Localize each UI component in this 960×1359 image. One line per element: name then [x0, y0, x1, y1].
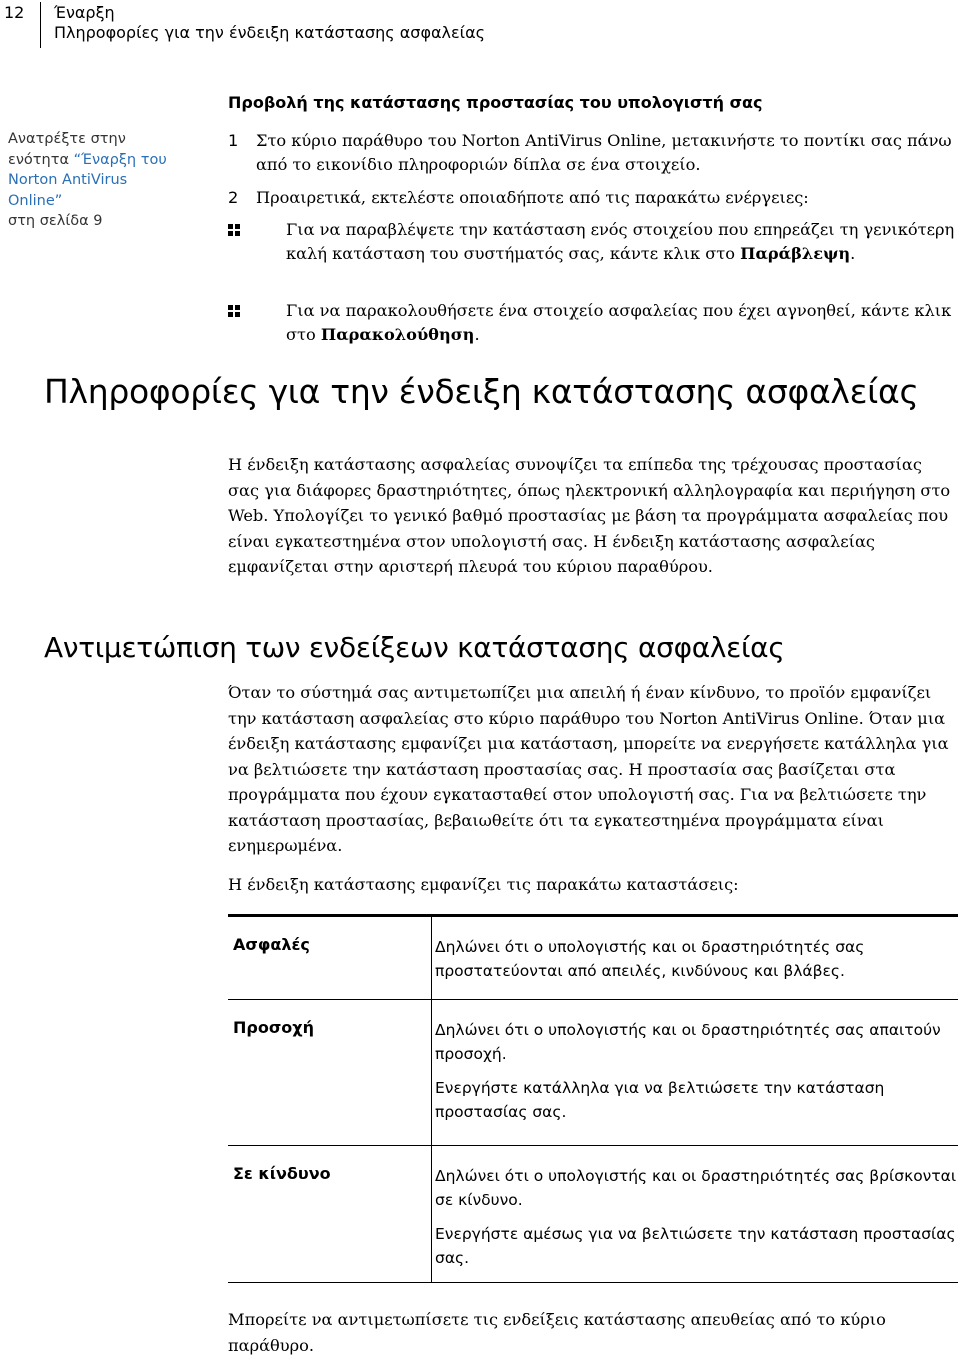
procedure-step — [228, 129, 954, 177]
step-number: 2 — [228, 188, 239, 207]
status-description: Δηλώνει ότι ο υπολογιστής και οι δραστηριότητές σας προστατεύονται από απειλές, κινδύνους και βλάβες. — [435, 938, 865, 980]
sidenote-page-ref: στη σελίδα 9 — [8, 213, 103, 229]
cross-reference-link-cont[interactable]: Norton AntiVirus — [8, 172, 128, 188]
section-body: Όταν το σύστημά σας αντιμετωπίζει μια απειλή ή έναν κίνδυνο, το προϊόν εμφανίζει την κατάσταση ασφαλείας στο κύριο παράθυρο του Norton AntiVirus Online. Όταν μια ένδειξη κατάστασης εμφανίζει μια κατάσταση, μπορείτε να ενεργήσετε κατάλληλα για να βελτιώσετε την κατάσταση προστασίας σας. Η προστασία σας βασίζεται στα προγράμματα που έχουν εγκατασταθεί στον υπολογιστή σας. Για να βελτιώσετε την κατάσταση προστασίας, βεβαιωθείτε ότι τα εγκατεστημένα προγράμματα είναι ενημερωμένα. — [228, 683, 949, 855]
step-text: Προαιρετικά, εκτελέστε οποιαδήποτε από τις παρακάτω ενέργειες: — [256, 188, 809, 207]
table-row — [228, 917, 958, 1000]
status-description: Δηλώνει ότι ο υπολογιστής και οι δραστηριότητές σας βρίσκονται σε κίνδυνο. Ενεργήστε αμέσως για να βελτιώσετε την κατάσταση προστασίας σας. — [435, 1167, 957, 1267]
bullet-item — [228, 218, 958, 266]
status-term: Προσοχή — [233, 1018, 314, 1037]
step-number: 1 — [228, 131, 239, 150]
status-term: Σε κίνδυνο — [233, 1164, 331, 1183]
bullet-text: Για να παραβλέψετε την κατάσταση ενός στοιχείου που επηρεάζει τη γενικότερη καλή κατάσταση του συστήματός σας, κάντε κλικ στο Παράβλεψη. — [286, 220, 955, 263]
page-number: 12 — [4, 3, 25, 22]
ui-label-ignore: Παράβλεψη — [740, 244, 851, 263]
status-term: Ασφαλές — [233, 935, 310, 954]
table-row — [228, 1146, 958, 1282]
ui-label-monitor: Παρακολούθηση — [320, 325, 475, 344]
sidebar-cross-reference — [8, 129, 208, 232]
table-intro: Η ένδειξη κατάστασης εμφανίζει τις παρακάτω καταστάσεις: — [228, 875, 739, 894]
sidenote-line — [8, 150, 208, 171]
running-header-chapter: Έναρξη — [54, 3, 115, 22]
bullet-item — [228, 299, 958, 347]
bullet-text: Για να παρακολουθήσετε ένα στοιχείο ασφαλείας που έχει αγνοηθεί, κάντε κλικ στο Παρακολούθηση. — [286, 301, 952, 344]
closing-paragraph: Μπορείτε να αντιμετωπίσετε τις ενδείξεις κατάστασης απευθείας από το κύριο παράθυρο. — [228, 1310, 886, 1355]
running-header-section: Πληροφορίες για την ένδειξη κατάστασης ασφαλείας — [54, 23, 486, 42]
section-body: Η ένδειξη κατάστασης ασφαλείας συνοψίζει τα επίπεδα της τρέχουσας προστασίας σας για διάφορες δραστηριότητες, όπως ηλεκτρονική αλληλογραφία και περιήγηση στο Web. Υπολογίζει το γενικό βαθμό προστασίας με βάση τα προγράμματα ασφαλείας που είναι εγκατεστημένα στον υπολογιστή σας. Η ένδειξη κατάστασης ασφαλείας εμφανίζεται στην αριστερή πλευρά του κύριου παραθύρου. — [228, 455, 951, 576]
table-row — [228, 1000, 958, 1146]
header-divider — [40, 2, 41, 48]
bullet-icon — [228, 305, 240, 317]
subsection-heading: Αντιμετώπιση των ενδείξεων κατάστασης ασφαλείας — [44, 631, 785, 664]
step-text: Στο κύριο παράθυρο του Norton AntiVirus Online, μετακινήστε το ποντίκι σας πάνω από το εικονίδιο πληροφοριών δίπλα σε ένα στοιχείο. — [256, 131, 952, 174]
cross-reference-link[interactable]: “Έναρξη του — [73, 151, 167, 168]
procedure-step — [228, 186, 954, 210]
status-description: Δηλώνει ότι ο υπολογιστής και οι δραστηριότητές σας απαιτούν προσοχή. Ενεργήστε κατάλληλα για να βελτιώσετε την κατάσταση προστασίας σας. — [435, 1021, 941, 1121]
cross-reference-link-cont[interactable]: Online” — [8, 192, 63, 209]
status-table — [228, 914, 958, 1283]
sidenote-line: Ανατρέξτε στην — [8, 131, 126, 147]
bullet-icon — [228, 224, 240, 236]
procedure-title: Προβολή της κατάστασης προστασίας του υπολογιστή σας — [228, 93, 763, 112]
sidenote-prefix: ενότητα — [8, 151, 74, 168]
section-heading: Πληροφορίες για την ένδειξη κατάστασης ασφαλείας — [44, 372, 919, 411]
